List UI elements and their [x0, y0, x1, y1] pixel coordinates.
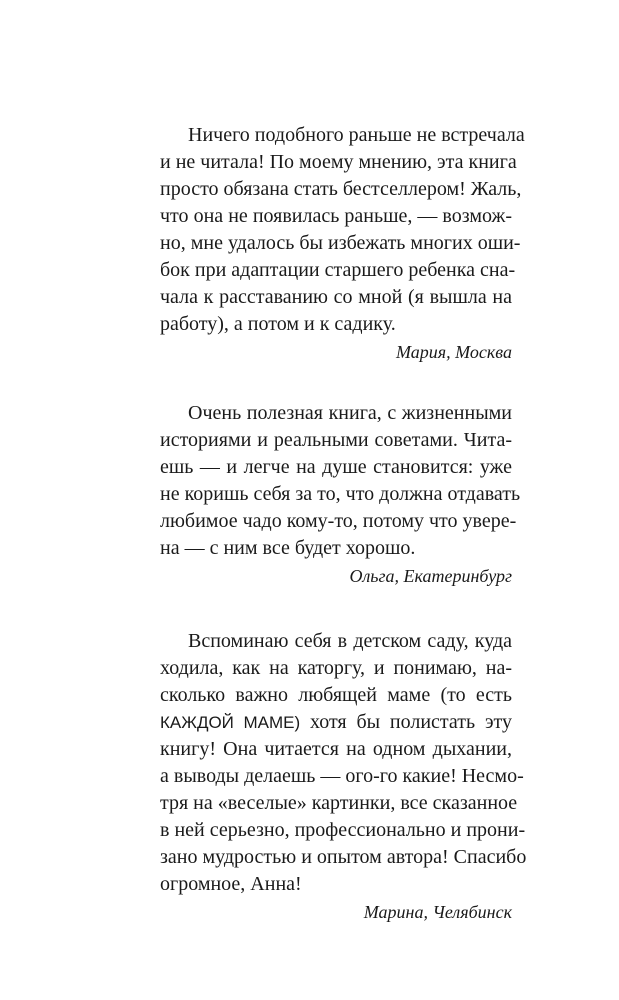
review-3-line-3: сколько важно любящей маме (то есть [160, 684, 512, 706]
review-1-line-4: что она не появилась раньше, — возмож- [160, 205, 512, 227]
review-3-line-8: в ней серьезно, профессионально и прони- [160, 819, 526, 841]
review-1-line-2: и не читала! По моему мнению, эта книга [160, 151, 517, 173]
review-3-caps-phrase: КАЖДОЙ МАМЕ) [160, 713, 301, 732]
review-1-line-1: Ничего подобного раньше не встречала [188, 124, 525, 146]
review-2-line-1: Очень полезная книга, с жизненными [188, 402, 512, 424]
review-2-signature: Ольга, Екатеринбург [349, 566, 512, 586]
review-1-line-6: бок при адаптации старшего ребенка сна- [160, 259, 516, 281]
review-3-line-1: Вспоминаю себя в детском саду, куда [188, 630, 512, 652]
review-1-line-8: работу), а потом и к садику. [160, 313, 396, 335]
review-3-line-4 [160, 709, 512, 736]
review-3-line-9: зано мудростью и опытом автора! Спасибо [160, 846, 527, 868]
review-3-line-7: тря на «веселые» картинки, все сказанное [160, 792, 518, 814]
review-2-line-3: ешь — и легче на душе становится: уже [160, 456, 512, 478]
review-3-line-6: а выводы делаешь — ого-го какие! Несмо- [160, 765, 524, 787]
review-2-line-6: на — с ним все будет хорошо. [160, 537, 416, 559]
review-1-signature: Мария, Москва [396, 342, 512, 362]
review-1-line-7: чала к расставанию со мной (я вышла на [160, 286, 512, 308]
review-3-line-4-rest: хотя бы полистать эту [309, 711, 513, 733]
review-1-line-5: но, мне удалось бы избежать многих оши- [160, 232, 521, 254]
review-3 [160, 628, 527, 924]
review-3-line-5: книгу! Она читается на одном дыхании, [160, 738, 512, 760]
review-1 [160, 122, 525, 364]
review-1-line-3: просто обязана стать бестселлером! Жаль, [160, 178, 522, 200]
review-2-line-2: историями и реальными советами. Чита- [160, 429, 512, 451]
review-2-line-5: любимое чадо кому-то, потому что увере- [160, 510, 517, 532]
review-3-line-10: огромное, Анна! [160, 873, 302, 895]
review-2 [160, 400, 521, 588]
review-3-line-2: ходила, как на каторгу, и понимаю, на- [160, 657, 512, 679]
review-2-line-4: не коришь себя за то, что должна отдавать [160, 483, 521, 505]
review-3-signature: Марина, Челябинск [363, 902, 512, 922]
